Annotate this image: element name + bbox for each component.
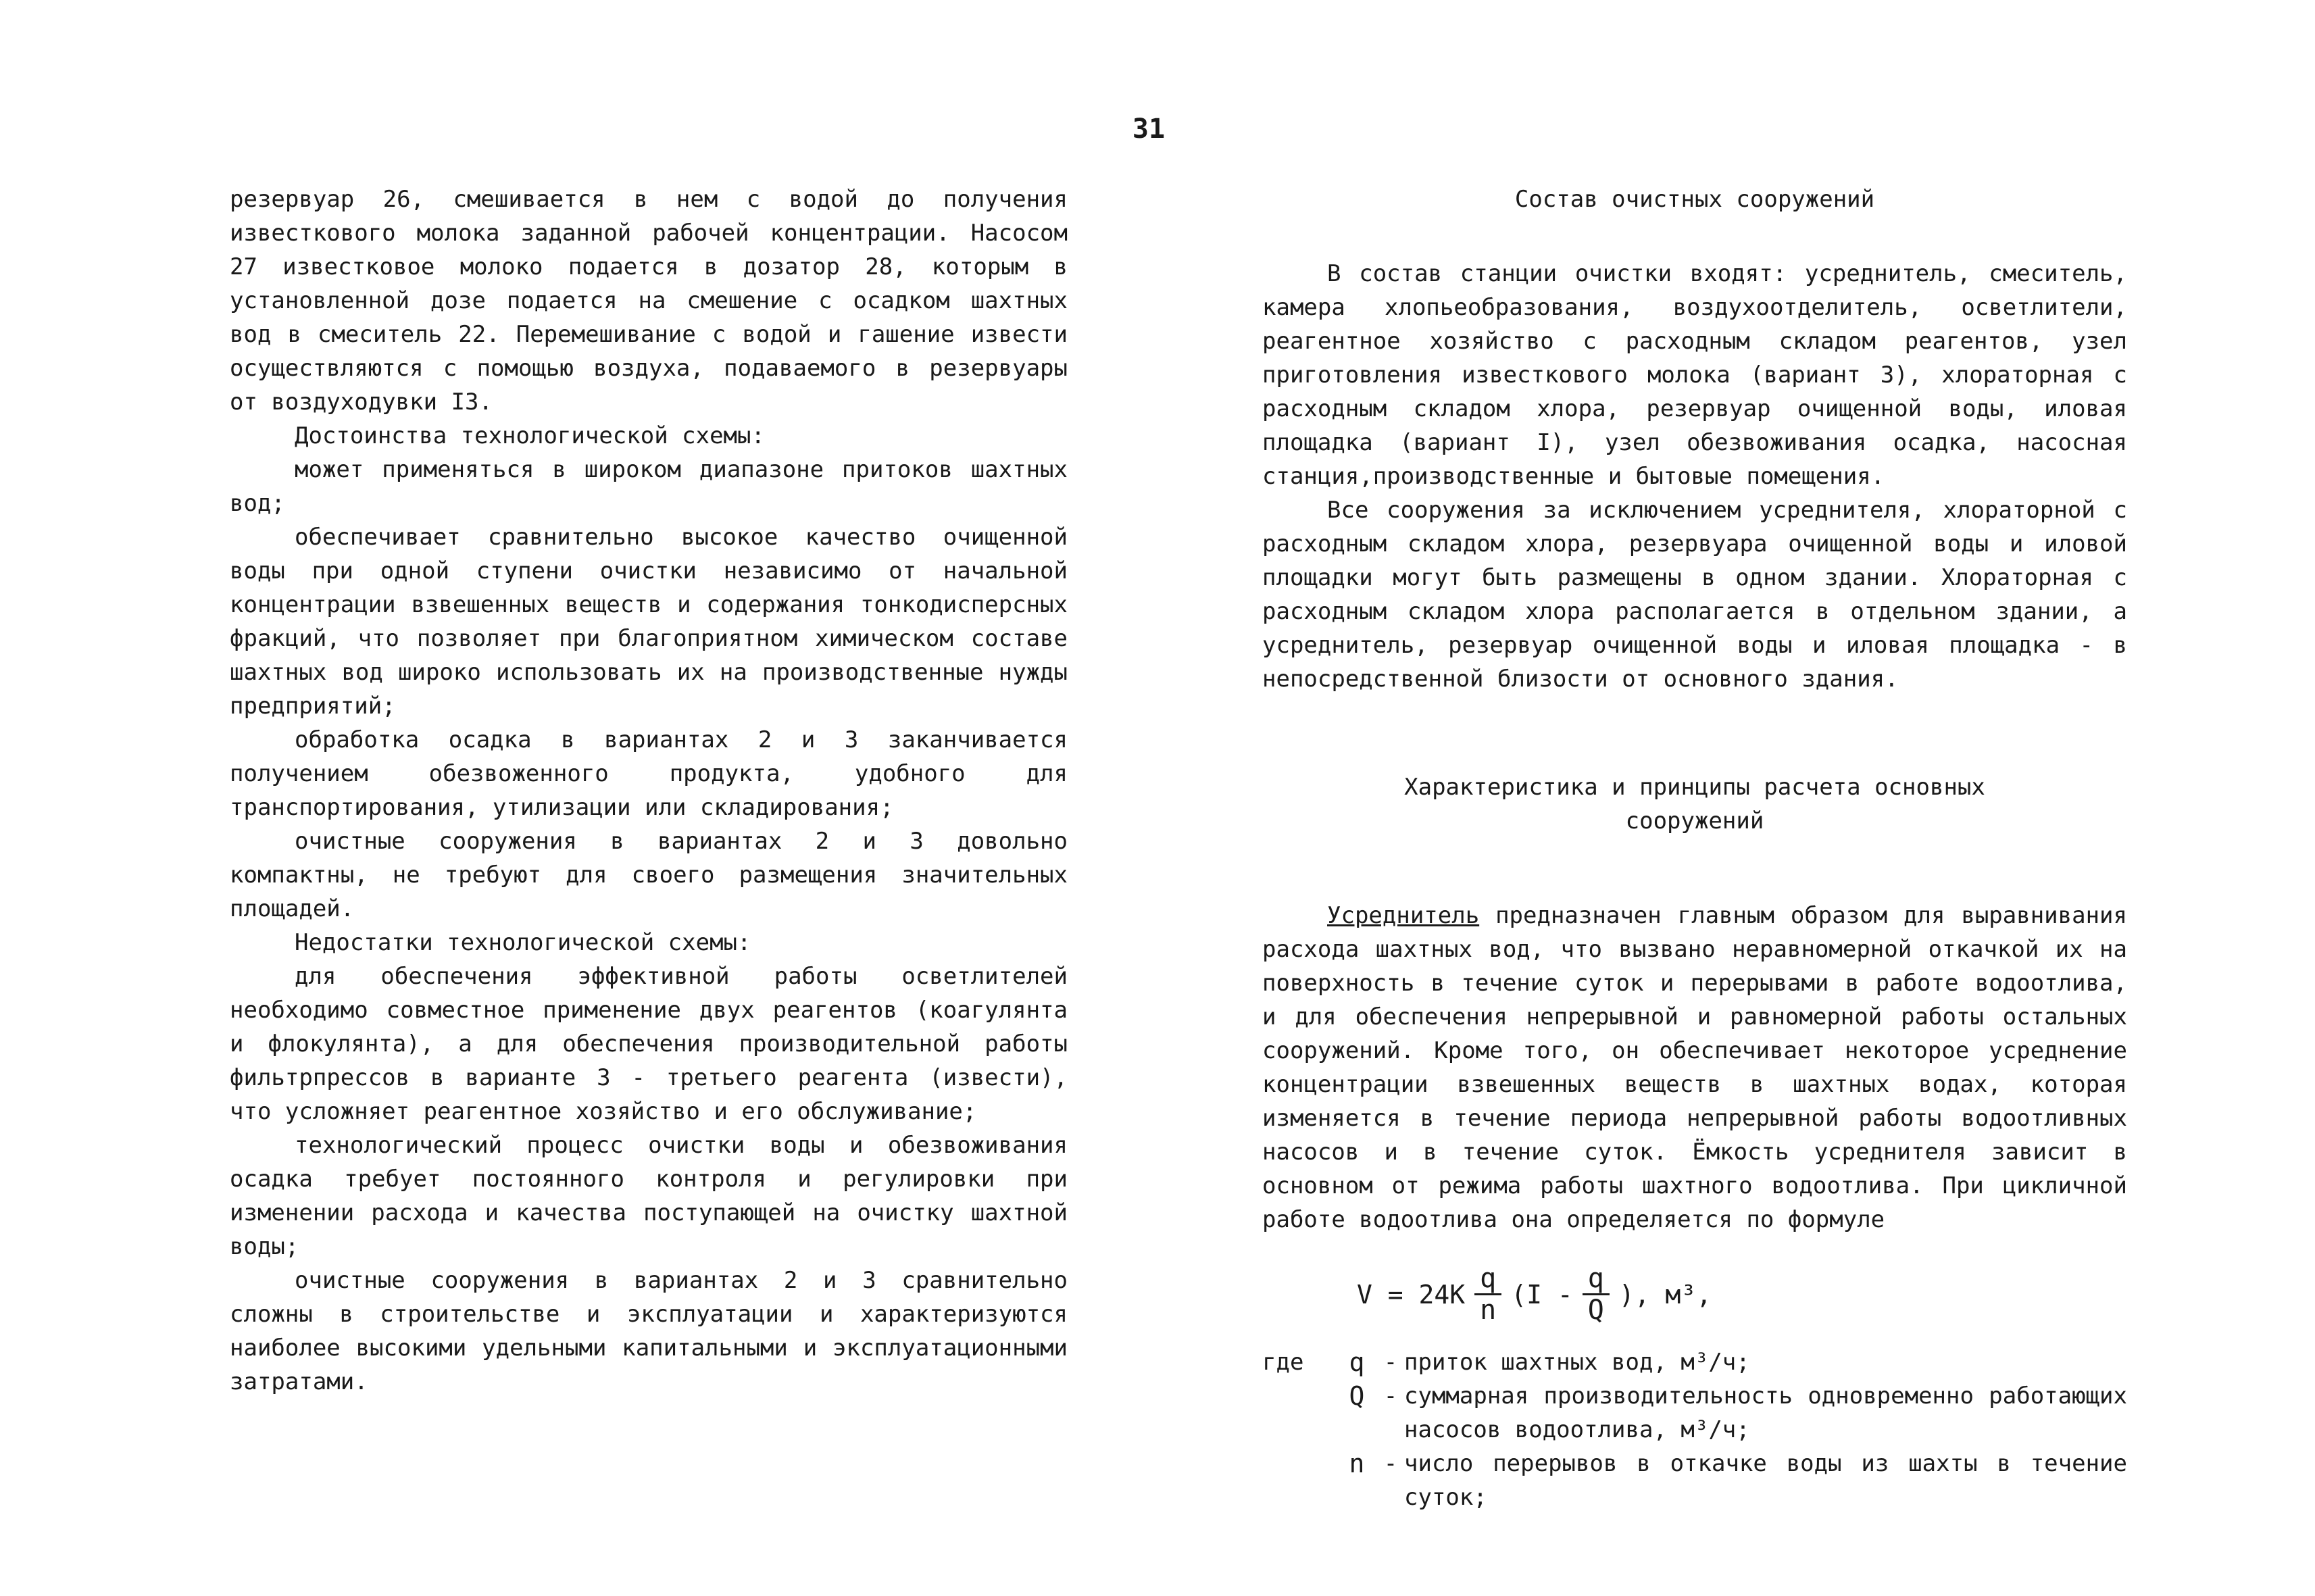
formula-tail: ), м³, xyxy=(1618,1279,1712,1310)
formula-numerator: q xyxy=(1474,1264,1501,1295)
disadvantage-item: очистные сооружения в вариантах 2 и 3 сравнительно сложны в строительстве и эксплуатации и характеризуются наиболее высокими удельными капитальными и эксплуатационными затратами. xyxy=(230,1267,1068,1395)
equalizer-paragraph xyxy=(1262,899,2127,1237)
definition-dash: - xyxy=(1383,1382,1398,1410)
equalizer-term: Усреднитель xyxy=(1327,902,1480,929)
disadvantage-item: для обеспечения эффективной работы осветлителей необходимо совместное применение двух реагентов (коагулянта и флокулянта), а для обеспечения производительной работы фильтрпрессов в варианте 3 - третьего реагента (извести), что усложняет реагентное хозяйство и его обслуживание; xyxy=(230,963,1068,1125)
section-heading-characteristics: Характеристика и принципы расчета основных xyxy=(1404,774,1985,801)
advantages-heading: Достоинства технологической схемы: xyxy=(295,422,765,449)
left-paragraph: резервуар 26, смешивается в нем с водой до получения известкового молока заданной рабочей концентрации. Насосом 27 известковое молоко подается в дозатор 28, которым в установленной дозе подается на смешение с осадком шахтных вод в смеситель 22. Перемешивание с водой и гашение извести осуществляются с помощью воздуха, подаваемого в резервуары от воздуходувки I3. xyxy=(230,186,1068,416)
page-number: 31 xyxy=(1132,114,1166,145)
right-column xyxy=(1262,182,2127,1514)
formula-numerator: q xyxy=(1583,1264,1610,1295)
definition-symbol: q xyxy=(1349,1347,1365,1377)
formula-fraction-q-n xyxy=(1474,1264,1501,1325)
variable-definitions xyxy=(1262,1345,2127,1514)
section-heading-characteristics-cont: сооружений xyxy=(1625,807,1764,834)
definition-dash: - xyxy=(1383,1450,1398,1477)
advantage-item: очистные сооружения в вариантах 2 и 3 довольно компактны, не требуют для своего размещения значительных площадей. xyxy=(230,828,1068,922)
placement-paragraph: Все сооружения за исключением усреднителя, хлораторной с расходным складом хлора, резервуара очищенной воды и иловой площадки могут быть размещены в одном здании. Хлораторная с расходным складом хлора располагается в отдельном здании, а усреднитель, резервуар очищенной воды и иловая площадка - в непосредственной близости от основного здания. xyxy=(1262,497,2127,693)
volume-formula xyxy=(1357,1264,2127,1325)
advantage-item: может применяться в широком диапазоне притоков шахтных вод; xyxy=(230,456,1068,517)
definition-symbol: Q xyxy=(1349,1381,1365,1411)
disadvantages-heading: Недостатки технологической схемы: xyxy=(295,929,751,956)
formula-mid: (I - xyxy=(1511,1279,1573,1310)
formula-denominator: Q xyxy=(1587,1295,1604,1326)
left-column xyxy=(230,182,1068,1399)
disadvantage-item: технологический процесс очистки воды и обезвоживания осадка требует постоянного контроля и регулировки при изменении расхода и качества поступающей на очистку шахтной воды; xyxy=(230,1132,1068,1260)
advantage-item: обеспечивает сравнительно высокое качество очищенной воды при одной ступени очистки независимо от начальной концентрации взвешенных веществ и содержания тонкодисперсных фракций, что позволяет при благоприятном химическом составе шахтных вод широко использовать их на производственные нужды предприятий; xyxy=(230,524,1068,720)
formula-fraction-q-Q xyxy=(1583,1264,1610,1325)
definition-dash: - xyxy=(1383,1349,1398,1376)
definition-text: число перерывов в откачке воды из шахты в течение суток; xyxy=(1404,1450,2127,1511)
equalizer-text: предназначен главным образом для выравнивания расхода шахтных вод, что вызвано неравномерной откачкой их на поверхность в течение суток и перерывами в работе водоотлива, и для обеспечения непрерывной и равномерной работы остальных сооружений. Кроме того, он обеспечивает некоторое усреднение концентрации взвешенных веществ в шахтных водах, которая изменяется в течение периода непрерывной работы водоотливных насосов и в течение суток. Ёмкость усреднителя зависит в основном от режима работы шахтного водоотлива. При цикличной работе водоотлива она определяется по формуле xyxy=(1262,902,2127,1233)
definition-text: приток шахтных вод, м³/ч; xyxy=(1404,1349,1750,1376)
composition-paragraph: В состав станции очистки входят: усреднитель, смеситель, камера хлопьеобразования, воздухоотделитель, осветлители, реагентное хозяйство с расходным складом реагентов, узел приготовления известкового молока (вариант 3), хлораторная с расходным складом хлора, резервуар очищенной воды, иловая площадка (вариант I), узел обезвоживания осадка, насосная станция,производственные и бытовые помещения. xyxy=(1262,260,2127,490)
where-word: где xyxy=(1262,1349,1304,1376)
formula-denominator: n xyxy=(1480,1295,1497,1326)
definition-symbol: n xyxy=(1349,1449,1365,1478)
definition-text: суммарная производительность одновременно работающих насосов водоотлива, м³/ч; xyxy=(1404,1382,2127,1443)
section-heading-composition: Состав очистных сооружений xyxy=(1514,186,1875,213)
formula-lhs: V = 24K xyxy=(1357,1279,1466,1310)
advantage-item: обработка осадка в вариантах 2 и 3 заканчивается получением обезвоженного продукта, удобного для транспортирования, утилизации или складирования; xyxy=(230,726,1068,821)
